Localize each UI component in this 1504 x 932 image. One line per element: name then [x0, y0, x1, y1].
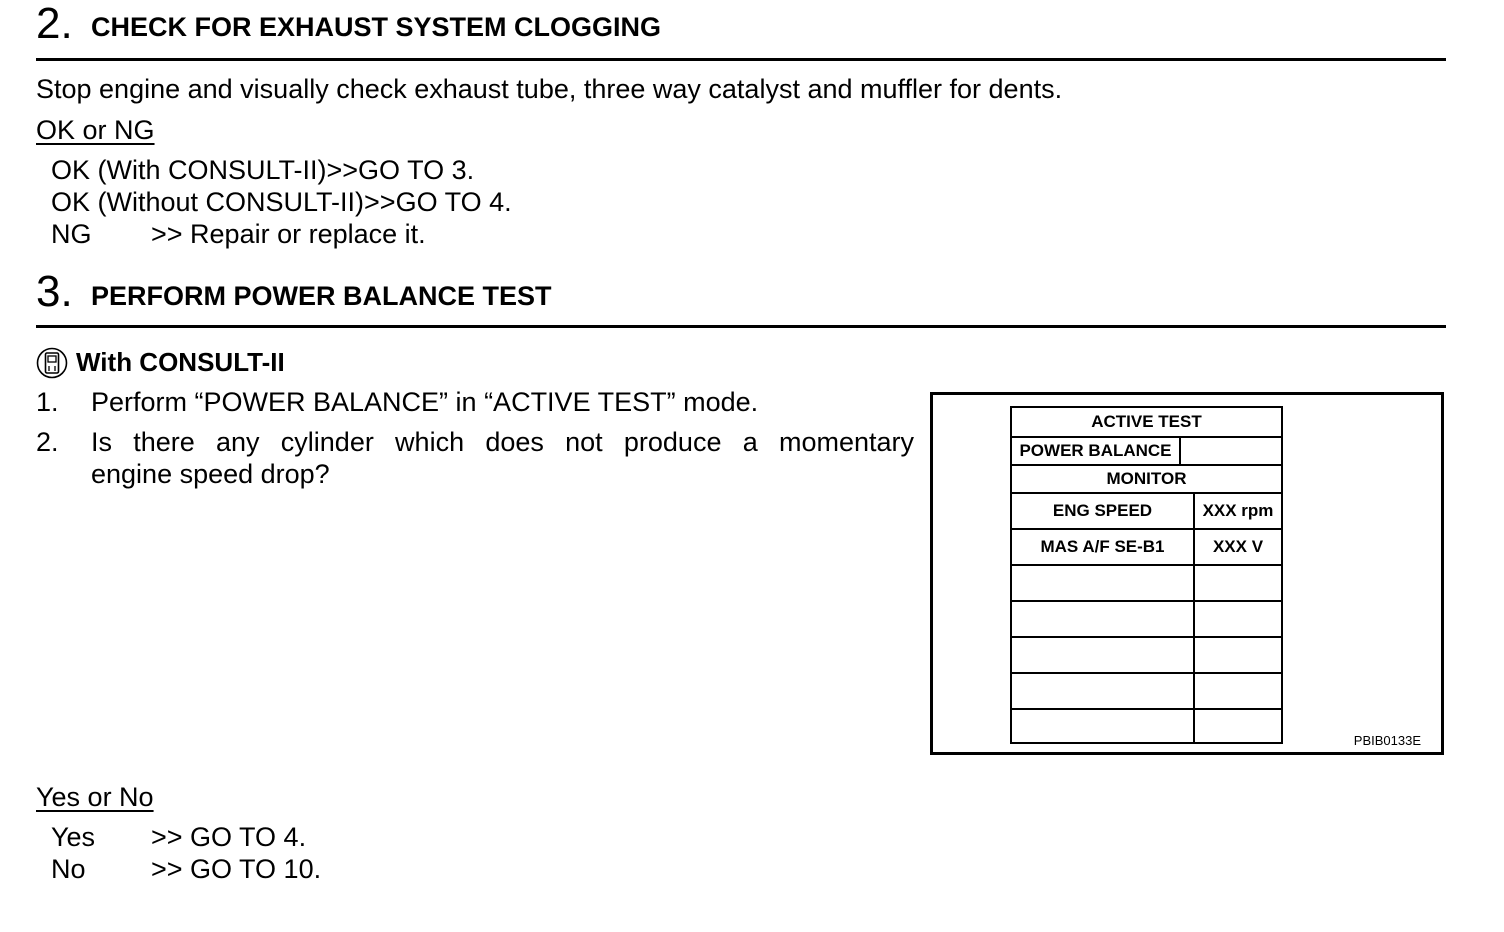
table-row-empty [1012, 674, 1281, 710]
test-name: POWER BALANCE [1019, 441, 1172, 460]
monitor-value-eng-speed: XXX rpm [1202, 501, 1274, 520]
step-2-divider [36, 58, 1446, 61]
step-2-result-label: OK or NG [36, 115, 155, 145]
table-row-empty [1012, 638, 1281, 674]
panel-header-row [1012, 408, 1281, 438]
step-3-divider [36, 325, 1446, 328]
consult-tool-icon [36, 347, 68, 384]
step-3-result-no-action: >> GO TO 10. [151, 854, 322, 884]
table-row-empty [1012, 566, 1281, 602]
procedure-1-number: 1. [36, 387, 59, 417]
monitor-label: MONITOR [1106, 469, 1187, 488]
step-2-result-ng-key: NG [51, 219, 92, 249]
procedure-2-number: 2. [36, 427, 59, 457]
consult-screen-figure [930, 392, 1444, 755]
table-row [1012, 494, 1281, 530]
step-3-number: 3. [36, 267, 73, 316]
figure-id: PBIB0133E [1353, 733, 1421, 748]
step-2-number: 2. [36, 0, 73, 48]
monitor-item-eng-speed: ENG SPEED [1052, 501, 1153, 520]
procedure-2-text-line1: Is there any cylinder which does not produce a momentary [91, 427, 914, 457]
table-row-empty [1012, 602, 1281, 638]
monitor-item-mas-af: MAS A/F SE-B1 [1040, 537, 1165, 556]
monitor-table [1012, 494, 1281, 742]
step-3-result-label: Yes or No [36, 782, 154, 812]
step-3-result-yes-action: >> GO TO 4. [151, 822, 307, 852]
step-2-instruction: Stop engine and visually check exhaust tube, three way catalyst and muffler for dents. [36, 74, 1063, 104]
procedure-1-text: Perform “POWER BALANCE” in “ACTIVE TEST” mode. [91, 387, 759, 417]
monitor-value-mas-af: XXX V [1212, 537, 1264, 556]
step-2-result-ok-consult: OK (With CONSULT-II)>>GO TO 3. [51, 155, 475, 185]
step-2-result-ng-action: >> Repair or replace it. [151, 219, 426, 249]
active-test-panel [1010, 406, 1283, 744]
monitor-row [1012, 466, 1281, 494]
table-row [1012, 530, 1281, 566]
panel-header: ACTIVE TEST [1091, 412, 1202, 431]
step-2-title: CHECK FOR EXHAUST SYSTEM CLOGGING [91, 12, 662, 42]
step-2-result-ok-no-consult: OK (Without CONSULT-II)>>GO TO 4. [51, 187, 512, 217]
test-name-row [1012, 438, 1281, 466]
step-3-result-no-key: No [51, 854, 86, 884]
method-label: With CONSULT-II [76, 347, 285, 377]
step-3-title: PERFORM POWER BALANCE TEST [91, 281, 552, 311]
step-3-result-yes-key: Yes [51, 822, 96, 852]
procedure-2-text-line2: engine speed drop? [91, 459, 330, 489]
